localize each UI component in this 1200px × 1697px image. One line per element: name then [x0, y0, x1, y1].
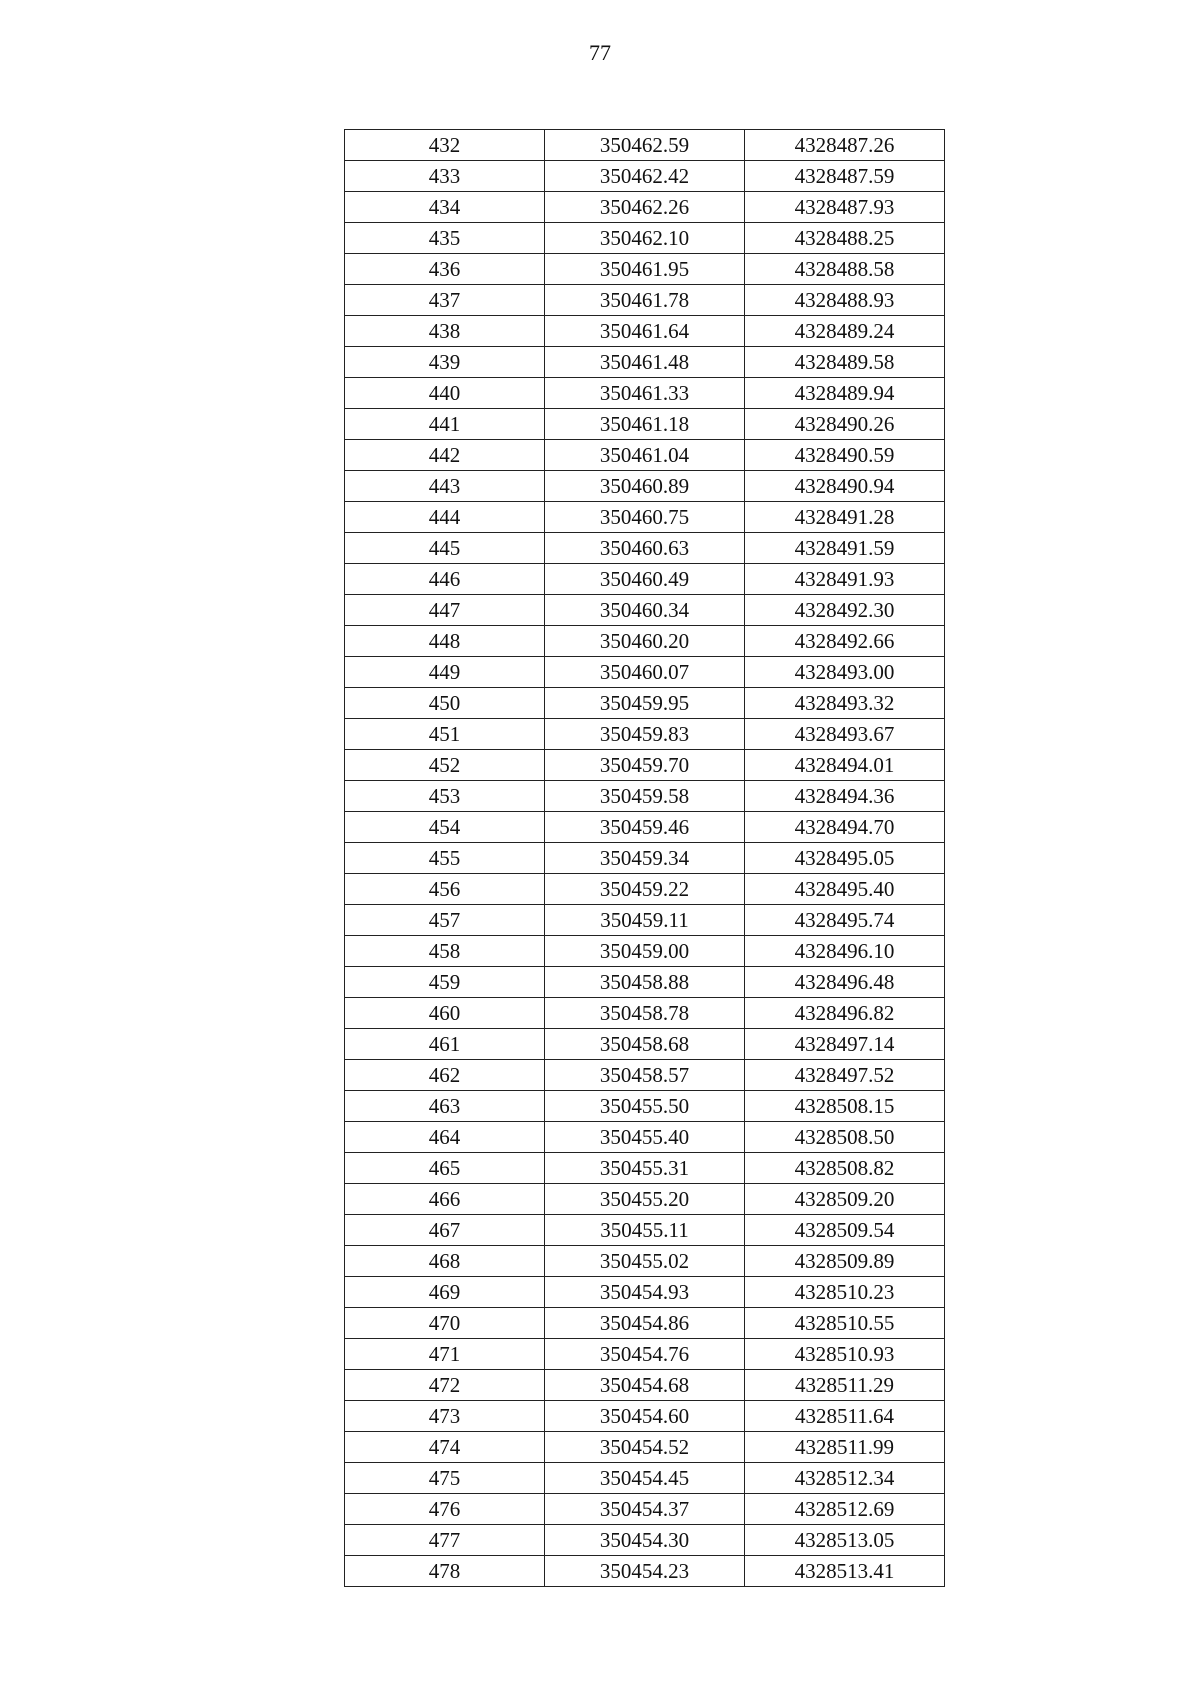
y-coordinate-cell: 4328496.48 — [745, 967, 945, 998]
page-number: 77 — [589, 40, 611, 65]
table-row — [345, 285, 945, 316]
y-coordinate-cell: 4328490.94 — [745, 471, 945, 502]
x-coordinate-cell: 350459.00 — [545, 936, 745, 967]
y-coordinate-cell: 4328494.36 — [745, 781, 945, 812]
x-coordinate-cell: 350461.33 — [545, 378, 745, 409]
x-coordinate-cell: 350455.02 — [545, 1246, 745, 1277]
x-coordinate-cell: 350454.30 — [545, 1525, 745, 1556]
table-row — [345, 564, 945, 595]
x-coordinate-cell: 350460.07 — [545, 657, 745, 688]
point-number-cell: 478 — [345, 1556, 545, 1587]
point-number-cell: 467 — [345, 1215, 545, 1246]
y-coordinate-cell: 4328508.15 — [745, 1091, 945, 1122]
point-number-cell: 444 — [345, 502, 545, 533]
y-coordinate-cell: 4328490.59 — [745, 440, 945, 471]
table-row — [345, 1029, 945, 1060]
x-coordinate-cell: 350459.34 — [545, 843, 745, 874]
x-coordinate-cell: 350455.11 — [545, 1215, 745, 1246]
x-coordinate-cell: 350460.34 — [545, 595, 745, 626]
point-number-cell: 443 — [345, 471, 545, 502]
y-coordinate-cell: 4328509.89 — [745, 1246, 945, 1277]
y-coordinate-cell: 4328491.28 — [745, 502, 945, 533]
point-number-cell: 438 — [345, 316, 545, 347]
table-row — [345, 1091, 945, 1122]
y-coordinate-cell: 4328496.82 — [745, 998, 945, 1029]
y-coordinate-cell: 4328511.29 — [745, 1370, 945, 1401]
table-row — [345, 1463, 945, 1494]
y-coordinate-cell: 4328508.50 — [745, 1122, 945, 1153]
x-coordinate-cell: 350455.50 — [545, 1091, 745, 1122]
point-number-cell: 447 — [345, 595, 545, 626]
y-coordinate-cell: 4328512.34 — [745, 1463, 945, 1494]
x-coordinate-cell: 350460.49 — [545, 564, 745, 595]
y-coordinate-cell: 4328493.67 — [745, 719, 945, 750]
y-coordinate-cell: 4328497.14 — [745, 1029, 945, 1060]
point-number-cell: 452 — [345, 750, 545, 781]
y-coordinate-cell: 4328495.40 — [745, 874, 945, 905]
table-row — [345, 657, 945, 688]
x-coordinate-cell: 350454.37 — [545, 1494, 745, 1525]
x-coordinate-cell: 350454.86 — [545, 1308, 745, 1339]
point-number-cell: 456 — [345, 874, 545, 905]
y-coordinate-cell: 4328491.93 — [745, 564, 945, 595]
point-number-cell: 466 — [345, 1184, 545, 1215]
point-number-cell: 454 — [345, 812, 545, 843]
x-coordinate-cell: 350454.68 — [545, 1370, 745, 1401]
table-row — [345, 316, 945, 347]
table-row — [345, 936, 945, 967]
coordinates-table-body — [345, 130, 945, 1587]
x-coordinate-cell: 350461.48 — [545, 347, 745, 378]
y-coordinate-cell: 4328513.05 — [745, 1525, 945, 1556]
point-number-cell: 434 — [345, 192, 545, 223]
x-coordinate-cell: 350458.57 — [545, 1060, 745, 1091]
x-coordinate-cell: 350461.95 — [545, 254, 745, 285]
table-row — [345, 998, 945, 1029]
y-coordinate-cell: 4328512.69 — [745, 1494, 945, 1525]
table-row — [345, 1277, 945, 1308]
x-coordinate-cell: 350455.20 — [545, 1184, 745, 1215]
table-row — [345, 502, 945, 533]
table-row — [345, 130, 945, 161]
point-number-cell: 476 — [345, 1494, 545, 1525]
table-row — [345, 347, 945, 378]
point-number-cell: 457 — [345, 905, 545, 936]
x-coordinate-cell: 350460.63 — [545, 533, 745, 564]
y-coordinate-cell: 4328508.82 — [745, 1153, 945, 1184]
point-number-cell: 462 — [345, 1060, 545, 1091]
y-coordinate-cell: 4328495.74 — [745, 905, 945, 936]
point-number-cell: 433 — [345, 161, 545, 192]
x-coordinate-cell: 350454.23 — [545, 1556, 745, 1587]
table-row — [345, 688, 945, 719]
x-coordinate-cell: 350459.22 — [545, 874, 745, 905]
point-number-cell: 436 — [345, 254, 545, 285]
y-coordinate-cell: 4328513.41 — [745, 1556, 945, 1587]
y-coordinate-cell: 4328511.99 — [745, 1432, 945, 1463]
point-number-cell: 472 — [345, 1370, 545, 1401]
table-row — [345, 254, 945, 285]
x-coordinate-cell: 350460.20 — [545, 626, 745, 657]
point-number-cell: 450 — [345, 688, 545, 719]
point-number-cell: 468 — [345, 1246, 545, 1277]
x-coordinate-cell: 350459.11 — [545, 905, 745, 936]
y-coordinate-cell: 4328510.23 — [745, 1277, 945, 1308]
y-coordinate-cell: 4328489.24 — [745, 316, 945, 347]
table-row — [345, 440, 945, 471]
y-coordinate-cell: 4328491.59 — [745, 533, 945, 564]
x-coordinate-cell: 350459.95 — [545, 688, 745, 719]
point-number-cell: 448 — [345, 626, 545, 657]
point-number-cell: 470 — [345, 1308, 545, 1339]
table-row — [345, 1060, 945, 1091]
table-row — [345, 223, 945, 254]
x-coordinate-cell: 350455.40 — [545, 1122, 745, 1153]
point-number-cell: 463 — [345, 1091, 545, 1122]
table-row — [345, 626, 945, 657]
point-number-cell: 469 — [345, 1277, 545, 1308]
y-coordinate-cell: 4328511.64 — [745, 1401, 945, 1432]
point-number-cell: 439 — [345, 347, 545, 378]
table-row — [345, 812, 945, 843]
table-row — [345, 161, 945, 192]
table-row — [345, 967, 945, 998]
point-number-cell: 471 — [345, 1339, 545, 1370]
x-coordinate-cell: 350462.42 — [545, 161, 745, 192]
y-coordinate-cell: 4328489.94 — [745, 378, 945, 409]
table-row — [345, 378, 945, 409]
table-row — [345, 874, 945, 905]
table-row — [345, 781, 945, 812]
point-number-cell: 435 — [345, 223, 545, 254]
point-number-cell: 445 — [345, 533, 545, 564]
table-row — [345, 1370, 945, 1401]
y-coordinate-cell: 4328509.20 — [745, 1184, 945, 1215]
x-coordinate-cell: 350461.18 — [545, 409, 745, 440]
x-coordinate-cell: 350462.26 — [545, 192, 745, 223]
y-coordinate-cell: 4328488.93 — [745, 285, 945, 316]
y-coordinate-cell: 4328490.26 — [745, 409, 945, 440]
x-coordinate-cell: 350454.45 — [545, 1463, 745, 1494]
point-number-cell: 459 — [345, 967, 545, 998]
y-coordinate-cell: 4328510.93 — [745, 1339, 945, 1370]
x-coordinate-cell: 350455.31 — [545, 1153, 745, 1184]
x-coordinate-cell: 350462.59 — [545, 130, 745, 161]
y-coordinate-cell: 4328492.30 — [745, 595, 945, 626]
y-coordinate-cell: 4328487.93 — [745, 192, 945, 223]
table-row — [345, 1432, 945, 1463]
x-coordinate-cell: 350459.70 — [545, 750, 745, 781]
table-row — [345, 1556, 945, 1587]
table-row — [345, 750, 945, 781]
y-coordinate-cell: 4328493.32 — [745, 688, 945, 719]
x-coordinate-cell: 350459.46 — [545, 812, 745, 843]
y-coordinate-cell: 4328495.05 — [745, 843, 945, 874]
y-coordinate-cell: 4328489.58 — [745, 347, 945, 378]
point-number-cell: 446 — [345, 564, 545, 595]
table-row — [345, 595, 945, 626]
x-coordinate-cell: 350454.52 — [545, 1432, 745, 1463]
y-coordinate-cell: 4328497.52 — [745, 1060, 945, 1091]
point-number-cell: 453 — [345, 781, 545, 812]
x-coordinate-cell: 350458.88 — [545, 967, 745, 998]
y-coordinate-cell: 4328488.25 — [745, 223, 945, 254]
x-coordinate-cell: 350454.93 — [545, 1277, 745, 1308]
table-row — [345, 719, 945, 750]
point-number-cell: 449 — [345, 657, 545, 688]
x-coordinate-cell: 350460.89 — [545, 471, 745, 502]
y-coordinate-cell: 4328493.00 — [745, 657, 945, 688]
y-coordinate-cell: 4328488.58 — [745, 254, 945, 285]
point-number-cell: 460 — [345, 998, 545, 1029]
point-number-cell: 461 — [345, 1029, 545, 1060]
point-number-cell: 473 — [345, 1401, 545, 1432]
coordinates-table — [344, 129, 945, 1587]
table-row — [345, 1339, 945, 1370]
x-coordinate-cell: 350461.78 — [545, 285, 745, 316]
point-number-cell: 458 — [345, 936, 545, 967]
table-row — [345, 192, 945, 223]
point-number-cell: 442 — [345, 440, 545, 471]
table-row — [345, 1401, 945, 1432]
point-number-cell: 455 — [345, 843, 545, 874]
x-coordinate-cell: 350458.78 — [545, 998, 745, 1029]
x-coordinate-cell: 350458.68 — [545, 1029, 745, 1060]
point-number-cell: 451 — [345, 719, 545, 750]
point-number-cell: 475 — [345, 1463, 545, 1494]
y-coordinate-cell: 4328494.01 — [745, 750, 945, 781]
table-row — [345, 843, 945, 874]
x-coordinate-cell: 350454.76 — [545, 1339, 745, 1370]
table-row — [345, 1308, 945, 1339]
x-coordinate-cell: 350461.04 — [545, 440, 745, 471]
point-number-cell: 437 — [345, 285, 545, 316]
x-coordinate-cell: 350459.58 — [545, 781, 745, 812]
table-row — [345, 905, 945, 936]
point-number-cell: 441 — [345, 409, 545, 440]
table-row — [345, 471, 945, 502]
y-coordinate-cell: 4328496.10 — [745, 936, 945, 967]
x-coordinate-cell: 350459.83 — [545, 719, 745, 750]
table-row — [345, 1494, 945, 1525]
y-coordinate-cell: 4328487.26 — [745, 130, 945, 161]
x-coordinate-cell: 350461.64 — [545, 316, 745, 347]
y-coordinate-cell: 4328487.59 — [745, 161, 945, 192]
point-number-cell: 477 — [345, 1525, 545, 1556]
x-coordinate-cell: 350460.75 — [545, 502, 745, 533]
table-row — [345, 1525, 945, 1556]
table-row — [345, 1153, 945, 1184]
y-coordinate-cell: 4328492.66 — [745, 626, 945, 657]
point-number-cell: 440 — [345, 378, 545, 409]
y-coordinate-cell: 4328509.54 — [745, 1215, 945, 1246]
point-number-cell: 432 — [345, 130, 545, 161]
y-coordinate-cell: 4328494.70 — [745, 812, 945, 843]
table-row — [345, 1122, 945, 1153]
point-number-cell: 465 — [345, 1153, 545, 1184]
table-row — [345, 1246, 945, 1277]
table-row — [345, 533, 945, 564]
point-number-cell: 474 — [345, 1432, 545, 1463]
point-number-cell: 464 — [345, 1122, 545, 1153]
table-row — [345, 1215, 945, 1246]
table-row — [345, 409, 945, 440]
table-row — [345, 1184, 945, 1215]
y-coordinate-cell: 4328510.55 — [745, 1308, 945, 1339]
x-coordinate-cell: 350462.10 — [545, 223, 745, 254]
x-coordinate-cell: 350454.60 — [545, 1401, 745, 1432]
